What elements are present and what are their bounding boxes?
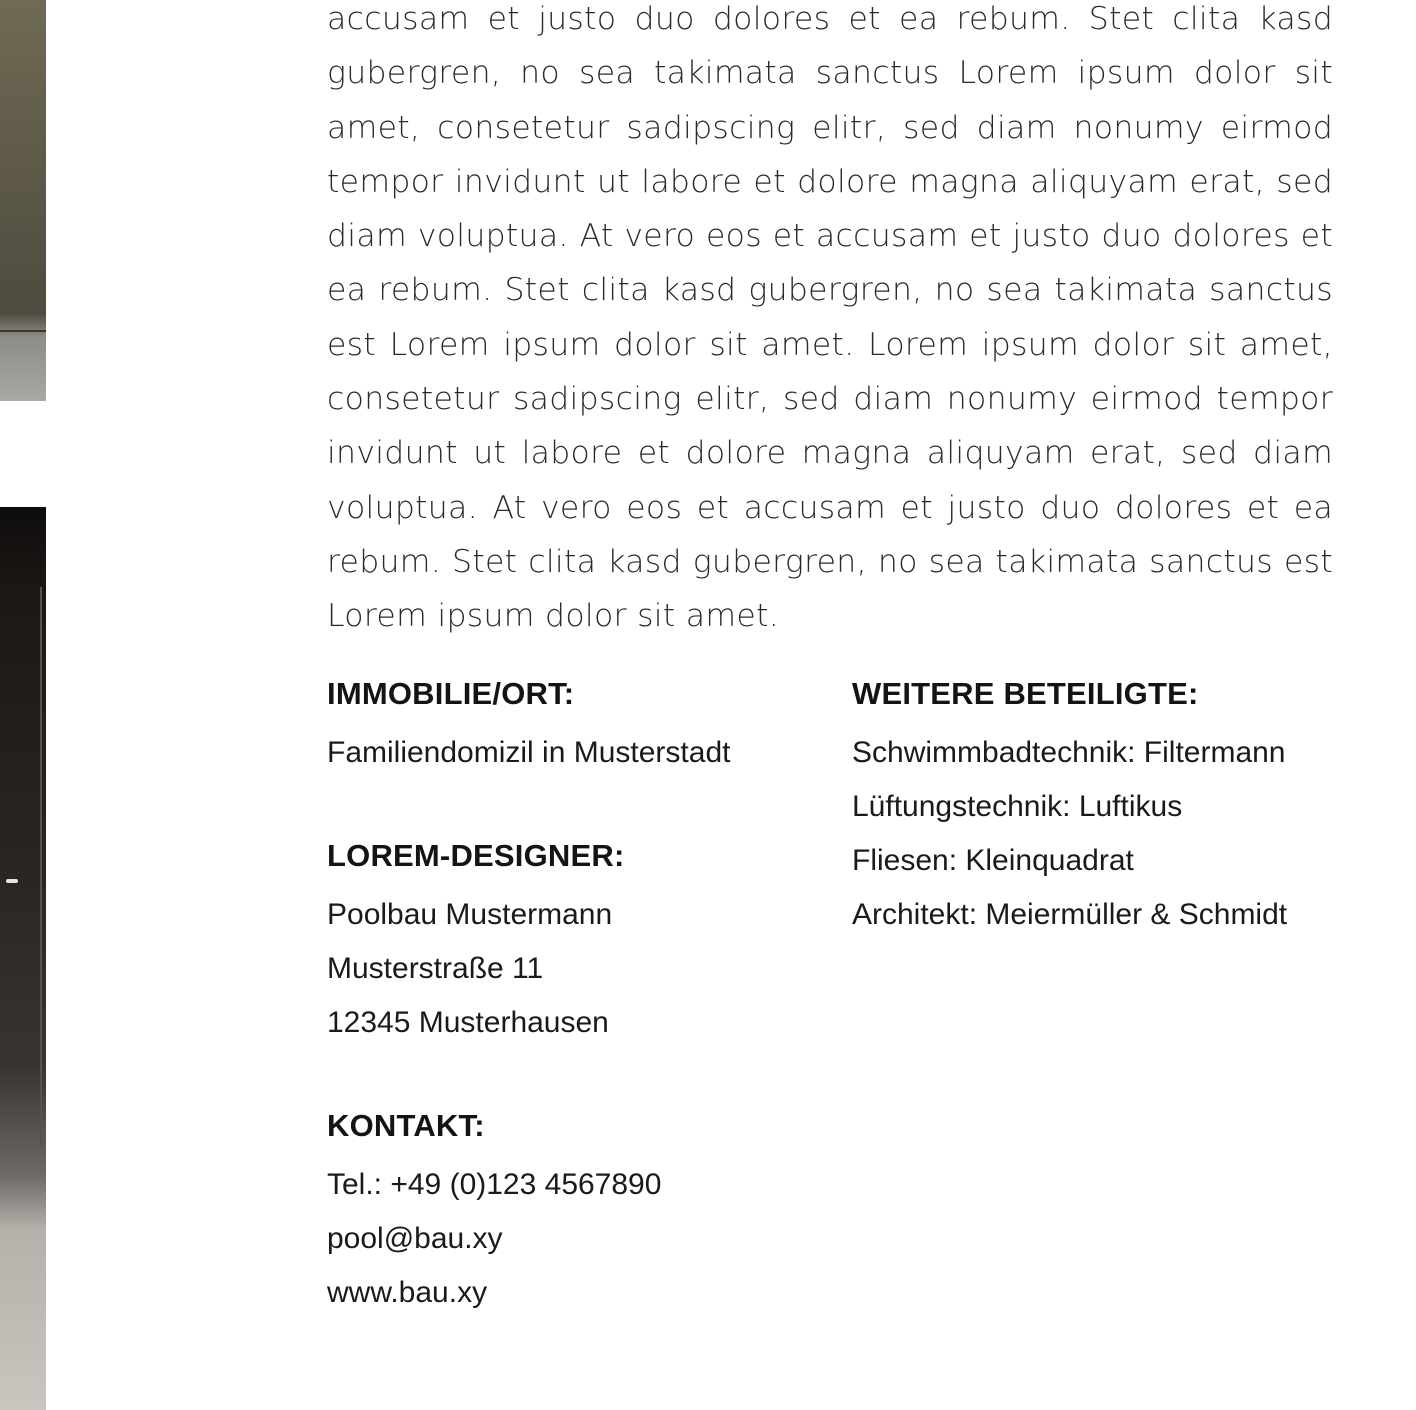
participant-ventilation: Lüftungstechnik: Luftikus [852, 790, 1183, 823]
property-heading: IMMOBILIE/ORT: [327, 676, 575, 711]
contact-heading: KONTAKT: [327, 1108, 485, 1143]
photo-top-cropped [0, 0, 46, 401]
designer-block [327, 834, 807, 1050]
participants-block [852, 672, 1372, 942]
contact-block [327, 1104, 807, 1320]
contact-phone[interactable]: Tel.: +49 (0)123 4567890 [327, 1168, 662, 1201]
participant-architect: Architekt: Meiermüller & Schmidt [852, 898, 1288, 931]
designer-name: Poolbau Mustermann [327, 898, 613, 931]
participant-pool-tech: Schwimmbadtechnik: Filtermann [852, 736, 1286, 769]
info-column-right [852, 672, 1372, 996]
body-paragraph: accusam et justo duo dolores et ea rebum. Stet clita kasd gubergren, no sea takimata sanctus Lorem ipsum dolor sit amet, consetetur sadipscing elitr, sed diam nonumy eirmod tempor invidunt ut labore et dolore magna aliquyam erat, sed diam voluptua. At vero eos et accusam et justo duo dolores et ea rebum. Stet clita kasd gubergren, no sea takimata sanctus est Lorem ipsum dolor sit amet. Lorem ipsum dolor sit amet, consetetur sadipscing elitr, sed diam nonumy eirmod tempor invidunt ut labore et dolore magna aliquyam erat, sed diam voluptua. At vero eos et accusam et justo duo dolores et ea rebum. Stet clita kasd gubergren, no sea takimata sanctus est Lorem ipsum dolor sit amet. [327, 1, 1333, 635]
participants-heading: WEITERE BETEILIGTE: [852, 676, 1199, 711]
info-column-left [327, 672, 807, 1374]
property-block [327, 672, 807, 780]
photo-rail [40, 587, 42, 1147]
designer-city: 12345 Musterhausen [327, 1006, 609, 1039]
designer-street: Musterstraße 11 [327, 952, 544, 985]
participant-tiles: Fliesen: Kleinquadrat [852, 844, 1134, 877]
contact-email[interactable]: pool@bau.xy [327, 1222, 503, 1255]
designer-heading: LOREM-DESIGNER: [327, 838, 625, 873]
photo-bottom-cropped [0, 507, 46, 1410]
contact-website[interactable]: www.bau.xy [327, 1276, 488, 1309]
photo-light [6, 879, 18, 883]
property-value: Familiendomizil in Musterstadt [327, 736, 731, 769]
